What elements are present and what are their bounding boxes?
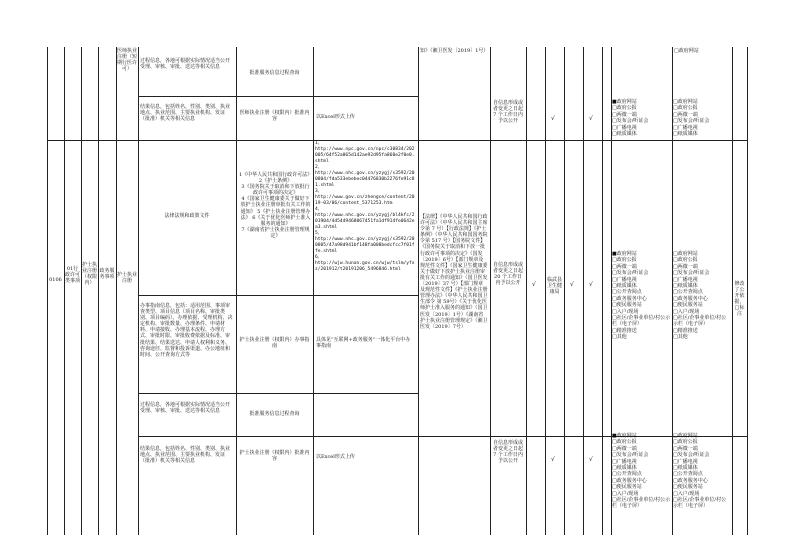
url-link[interactable]: http://www.npc.gov.cn/npc/c30834/202005/64f52a065d142ae92d95fa860e2f0e0.shtml xyxy=(315,147,415,164)
channel-option: □公开查阅点 xyxy=(673,289,703,296)
channel-option: □社区/企事业单位/村公示栏（电子屏） xyxy=(673,497,727,510)
grid-line xyxy=(138,393,418,394)
note: 修改了公开依据，□标注 xyxy=(734,281,745,318)
bottom-channels-a xyxy=(612,433,671,535)
channel-option: □其他 xyxy=(612,334,627,341)
channel-option: □其他 xyxy=(673,334,688,341)
grid-line xyxy=(747,47,748,535)
check-mark: √ xyxy=(570,281,574,288)
top-sub-item: 医师执业注册（短期行医许可） xyxy=(117,48,138,73)
channel-option: □便民服务站 xyxy=(612,484,642,491)
grid-line xyxy=(490,47,491,535)
channel-option: □发布会/听证会 xyxy=(673,452,710,459)
channel-option: ■政府网站 xyxy=(612,99,637,105)
channel-option: ■政府网站 xyxy=(612,251,637,257)
result-content: 结果信息，包括姓名、性别、类别、执业地点、执业范围、主要执业机构、发证（批准）机关等相关信息 xyxy=(140,446,231,465)
law-list xyxy=(239,172,312,272)
channel-option: □精准推送 xyxy=(612,327,637,334)
guide-content: 办事指南信息，包括：适用范围、事项审查类型、项目信息（项目名称、审批类别、项目编码）、办理依据、受理机构、决定机构、审批数量、办理条件、申请材料、申请接收、办理基本流程、办理方式、审批时限、审批收费依据及标准、审批结果、结果送达、申请人权利和义务、咨询途径、监督和投诉渠道、办公地址和时间、公开查询方式等 xyxy=(140,303,233,358)
grid-line xyxy=(47,47,48,535)
channel-option: □政府公报 xyxy=(673,439,698,446)
result-basis: 护士执业注册（权限内）批准内容 xyxy=(239,450,310,463)
channel-option: □入户/现场 xyxy=(612,490,639,497)
channel-option: □纸质媒体 xyxy=(612,465,637,472)
channel-option: □便民服务站 xyxy=(673,302,703,309)
channel-option: □纸质媒体 xyxy=(612,283,637,290)
channel-option: □政务服务中心 xyxy=(612,477,647,484)
sub-item: 护士执业注册 xyxy=(117,272,138,285)
check-mark: √ xyxy=(589,281,593,288)
channel-option: □发布会/听证会 xyxy=(612,452,649,459)
channel-option: □纸质媒体 xyxy=(673,465,698,472)
channel-option: □两微一端 xyxy=(612,445,637,452)
channel-option: □政府网站 xyxy=(673,433,698,439)
channel-option: □发布会/听证会 xyxy=(673,270,710,277)
url-index: 6、 xyxy=(315,255,323,260)
result-timeline: 自信息形成或者变更之日起 7 个工作日内予以公开 xyxy=(492,440,523,465)
top-channels-a xyxy=(612,99,671,139)
law-item: 1《中华人民共和国行政许可法》 xyxy=(239,172,313,178)
channel-option: □社区/企事业单位/村公示栏（电子屏） xyxy=(673,315,727,328)
top-result-basis: 医师执业注册（权限内）批准内容 xyxy=(239,110,310,123)
channel-option: □公开查阅点 xyxy=(612,471,642,478)
result-format: 以Excel形式上传 xyxy=(316,454,355,460)
process-basis: 批准服务信息过程查询 xyxy=(249,411,300,417)
url-index: 5、 xyxy=(315,231,323,236)
channel-option: □公开查阅点 xyxy=(612,289,642,296)
check-mark: √ xyxy=(551,456,555,463)
check-mark: √ xyxy=(589,456,593,463)
channels-a xyxy=(612,251,672,341)
channel-option: □政府公报 xyxy=(612,257,637,264)
top-result-timeline: 自信息形成或者变更之日起 7 个工作日内予以公开 xyxy=(492,100,523,125)
bottom-channels-b xyxy=(673,433,731,535)
grid-line xyxy=(138,295,418,296)
grid-line xyxy=(138,47,139,535)
law-item: 7《湖南省护士执业注册管理规定》 xyxy=(241,226,310,239)
channel-option: □政府公报 xyxy=(612,439,637,446)
law-timeline: 自信息形成或者变更之日起 20 个工作日内予以公开 xyxy=(492,262,523,287)
check-mark: √ xyxy=(532,281,536,288)
channel-option: □两微一端 xyxy=(673,445,698,452)
law-urls xyxy=(315,141,417,294)
top-result-content: 结果信息，包括姓名、性别、类别、执业地点、执业范围、主要执业机构、发证（批准）机关等相关信息 xyxy=(140,104,231,123)
channel-option: □纸质媒体 xyxy=(673,131,698,138)
channel-option: □社区/企事业单位/村公示栏（电子屏） xyxy=(612,497,671,510)
guide-basis: 护士执业注册（权限内）办事指南 xyxy=(239,337,310,350)
law-item: 3《国务院关于取消和下放批行政许可事项的决定》 xyxy=(241,184,310,197)
top-process-content: 过程信息，各地可根据实际情况适当公开受理、审核、审批、送达等相关信息 xyxy=(140,58,231,71)
channel-option: □社区/企事业单位/村公示栏（电子屏） xyxy=(612,315,671,328)
channel-option: □广播电视 xyxy=(673,124,698,131)
channel-option: □发布会/听证会 xyxy=(612,270,649,277)
channel-option: □广播电视 xyxy=(612,124,637,131)
channel-option: □政府公报 xyxy=(673,105,698,112)
channel-option: □政务服务中心 xyxy=(673,477,708,484)
seq-number: 0106 xyxy=(49,277,62,283)
channel-option: □两微一端 xyxy=(612,111,637,118)
grid-line xyxy=(526,47,527,535)
url-link[interactable]: http://www.nhc.gov.cn/yzygj/s3592/200804/fda533ebebec04476830b2276fe91c81.shtml xyxy=(315,171,415,188)
grid-line xyxy=(116,47,117,535)
top-process-basis: 批准服务信息过程查询 xyxy=(249,70,300,76)
channel-option: □便民服务站 xyxy=(612,302,642,309)
grid-line xyxy=(564,47,565,535)
channel-option: □政府网站 xyxy=(674,48,699,54)
url-index: 4、 xyxy=(315,207,323,212)
top-channel-partial xyxy=(674,48,731,54)
channel-option: □政务服务中心 xyxy=(612,295,647,302)
channel-option: □广播电视 xyxy=(612,458,637,465)
channel-option: □两微一端 xyxy=(612,263,637,270)
grid-line xyxy=(583,47,584,535)
channel-option: □政府网站 xyxy=(673,251,698,257)
url-link[interactable]: http://wjw.hunan.gov.cn/wjw/tslm/yfxz/201912/t20191206_5496846.html xyxy=(315,261,415,272)
channel-option: □纸质媒体 xyxy=(673,283,698,290)
channel-option: ■政府网站 xyxy=(612,433,637,439)
url-link[interactable]: http://www.nhc.gov.cn/yzygj/s3592/200805/47a98d941bf148fa008bedcfcc7f01ffe.shtml xyxy=(315,237,415,254)
check-mark: √ xyxy=(589,115,593,122)
top-channels-b xyxy=(673,99,731,139)
channel-option: □广播电视 xyxy=(612,276,637,283)
law-item: 2《护士条例》 xyxy=(258,178,293,185)
channel-option: □广播电视 xyxy=(673,458,698,465)
channel-option: □广播电视 xyxy=(673,276,698,283)
publisher: 临武县卫生健康局 xyxy=(546,277,562,296)
grid-line xyxy=(418,47,419,535)
channel-option: □入户/现场 xyxy=(673,490,700,497)
channel-option: □政府公报 xyxy=(673,257,698,264)
channel-option: □两微一端 xyxy=(673,263,698,270)
top-result-format: 以Excel形式上传 xyxy=(316,114,355,120)
channel-option: □政府网站 xyxy=(673,99,698,105)
channel-option: □纸质媒体 xyxy=(612,131,637,138)
url-index: 1、 xyxy=(315,141,323,146)
item-name: 护士执业注册（权限内） xyxy=(82,262,98,287)
grid-line xyxy=(236,47,237,535)
channel-option: □入户/现场 xyxy=(673,308,700,315)
process-content: 过程信息，各地可根据实际情况适当公开受理、审核、审批、送达等相关信息 xyxy=(140,402,231,415)
category: 01行政许可类事项 xyxy=(65,266,81,285)
service-type: 政务服务事项 xyxy=(99,268,115,281)
grid-line xyxy=(602,47,603,535)
channel-option: □精准推送 xyxy=(673,327,698,334)
check-mark: √ xyxy=(551,115,555,122)
guide-doc: 具体见“互联网+政务服务”一体化平台中办事指南 xyxy=(316,337,411,350)
channels-b xyxy=(673,251,731,341)
grid-line xyxy=(138,96,418,97)
grid-line xyxy=(313,47,314,535)
url-link[interactable]: http://www.gov.cn/zhengce/content/2019-03/06/content_5371253.htm xyxy=(315,195,415,206)
channel-option: □公开查阅点 xyxy=(673,471,703,478)
law-docs: 【法律】《中华人民共和国行政许可法》（中华人民共和国主席令第 7 号）【行政法规】《护士条例》（中华人民共和国国务院令第 517 号）【国务院文件】《国务院关于取消和下放一批行政许可事项的决定》（国发〔2019〕6号）【部门规章及规范性文件】《国家卫生健康委关于做好下放护士执业注册审批有关工作的通知》（国卫医发〔2019〕37 号）【部门规章及规范性文件】《护士执业注册管理办法》（中华人民共和国卫生部令 第 59号）《关于优化医师护士准入服务的通知》（国卫医发〔2019〕1号）《湖南省护士执业注册管理规定》（湘卫医发〔2019〕7号） xyxy=(420,214,488,330)
law-item: 4《国家卫生健康委关于做好下放护士执业注册审批有关工作的通知》 5《护士执业注册管理办法》 6《关于优化医师护士准入服务的通知》 xyxy=(240,196,311,227)
url-index: 3、 xyxy=(315,189,323,194)
top-doc-tail: 知》（湘卫医发〔2019〕1号） xyxy=(420,48,489,54)
channel-option: □发布会/听证会 xyxy=(612,118,649,125)
channel-option: □入户/现场 xyxy=(612,308,639,315)
url-index: 2、 xyxy=(315,165,323,170)
channel-option: □政府公报 xyxy=(612,105,637,112)
channel-option: □发布会/听证会 xyxy=(673,118,710,125)
channel-option: □政务服务中心 xyxy=(673,295,708,302)
url-link[interactable]: http://www.nhc.gov.cn/yzygj/bl4kfc/201904/4d5449468067451fa1df914fe0642ea3.shtml xyxy=(315,213,415,230)
channel-option: □两微一端 xyxy=(673,111,698,118)
channel-option: □便民服务站 xyxy=(673,484,703,491)
law-content: 法律法规和政策文件 xyxy=(164,213,210,219)
